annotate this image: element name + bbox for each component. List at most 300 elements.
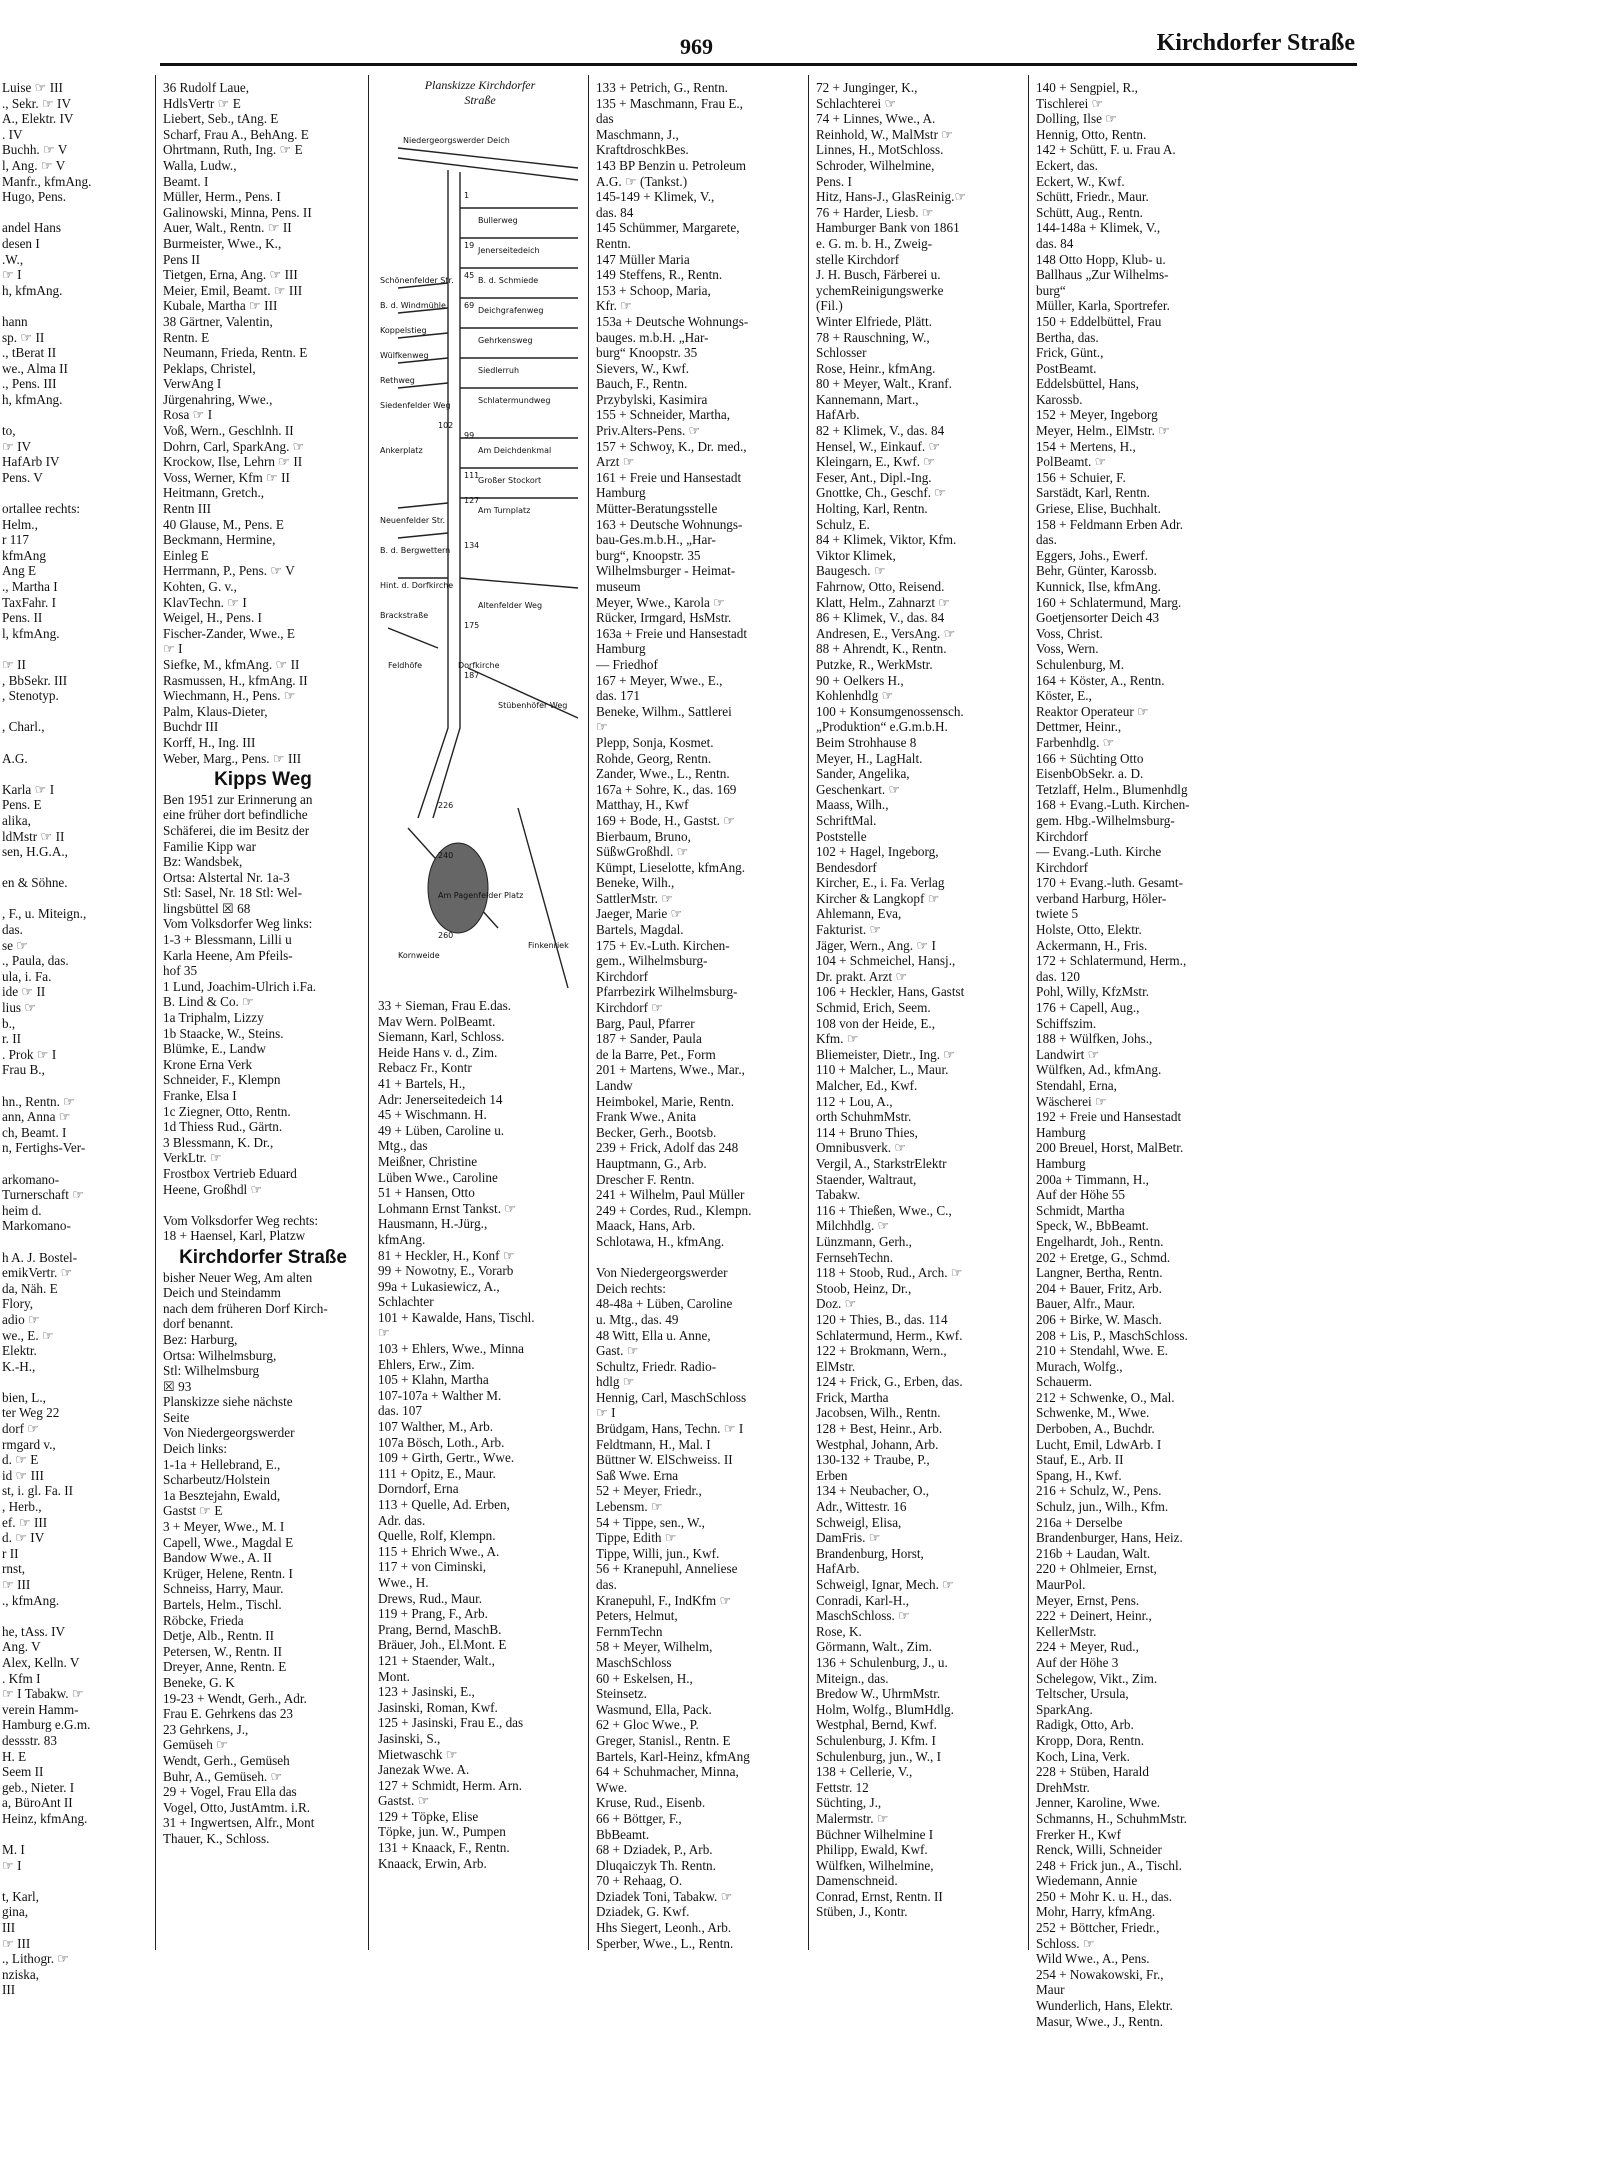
directory-entry-line: ☞ I Tabakw. ☞ bbox=[2, 1686, 84, 1702]
directory-entry-line: — Friedhof bbox=[596, 656, 658, 672]
directory-entry-line: BbBeamt. bbox=[596, 1826, 650, 1842]
directory-entry-line: Rose, K. bbox=[816, 1623, 862, 1639]
directory-entry-line: . Prok ☞ I bbox=[2, 1046, 57, 1062]
directory-entry-line: 1 Lund, Joachim-Ulrich i.Fa. bbox=[163, 978, 317, 994]
directory-entry-line: Ohrtmann, Ruth, Ing. ☞ E bbox=[163, 142, 303, 158]
directory-entry-line: III bbox=[2, 1920, 16, 1936]
directory-entry-line: Bartels, Helm., Tischl. bbox=[163, 1597, 282, 1612]
directory-entry-line: Renck, Willi, Schneider bbox=[1036, 1842, 1162, 1858]
directory-entry-line: gem., Wilhelmsburg- bbox=[596, 953, 708, 969]
directory-entry-line: Schütt, Friedr., Maur. bbox=[1036, 189, 1149, 205]
directory-entry-line: Holting, Karl, Rentn. bbox=[816, 501, 928, 517]
directory-entry-line: 76 + Harder, Liesb. ☞ bbox=[816, 204, 934, 220]
directory-entry-line: Frau B., bbox=[2, 1062, 45, 1078]
directory-entry-line: 110 + Malcher, L., Maur. bbox=[816, 1062, 949, 1078]
directory-entry-line: 18 + Haensel, Karl, Platzw bbox=[163, 1228, 306, 1244]
directory-entry-line: 206 + Birke, W. Masch. bbox=[1036, 1311, 1162, 1327]
directory-entry-line: 175 + Ev.-Luth. Kirchen- bbox=[596, 937, 730, 953]
directory-entry-line: VerkLtr. ☞ bbox=[163, 1150, 222, 1166]
directory-entry-line: Rose, Heinr., kfmAng. bbox=[816, 360, 936, 376]
directory-entry-line: das. bbox=[596, 1577, 617, 1592]
directory-entry-line: Tetzlaff, Helm., Blumenhdlg bbox=[1036, 781, 1188, 797]
directory-entry-line: burg“ Knoopstr. 35 bbox=[596, 345, 698, 361]
directory-entry-line: ElMstr. bbox=[816, 1358, 856, 1374]
directory-entry-line: Ortsa: Alstertal Nr. 1a-3 bbox=[163, 869, 290, 885]
directory-entry-line: hann bbox=[2, 313, 28, 329]
directory-entry-line: das. 120 bbox=[1036, 968, 1080, 984]
directory-entry-line: Alex, Kelln. V bbox=[2, 1654, 80, 1670]
directory-entry-line: Linnes, H., MotSchloss. bbox=[816, 142, 944, 158]
directory-entry-line: burg“, Knoopstr. 35 bbox=[596, 547, 701, 563]
directory-entry-line: Brüdgam, Hans, Techn. ☞ I bbox=[596, 1421, 744, 1437]
directory-entry-line: Görmann, Walt., Zim. bbox=[816, 1639, 932, 1655]
directory-entry-line: Bauch, F., Rentn. bbox=[596, 376, 688, 392]
directory-entry-line: 114 + Bruno Thies, bbox=[816, 1124, 918, 1140]
directory-entry-line: 111 + Opitz, E., Maur. bbox=[378, 1465, 496, 1481]
directory-entry-line: 124 + Frick, G., Erben, das. bbox=[816, 1374, 963, 1390]
map-title: Planskizze Kirchdorfer Straße bbox=[424, 78, 536, 107]
directory-entry-line: ide ☞ II bbox=[2, 984, 46, 1000]
column-left-cut bbox=[2, 80, 152, 1998]
directory-entry-line: 134 + Neubacher, O., bbox=[816, 1483, 930, 1499]
directory-entry-line: Wiechmann, H., Pens. ☞ bbox=[163, 688, 296, 704]
directory-entry-line: 252 + Böttcher, Friedr., bbox=[1036, 1920, 1160, 1936]
directory-entry-line: Jaeger, Marie ☞ bbox=[596, 906, 683, 922]
directory-entry-line: 1a Besztejahn, Ewald, bbox=[163, 1487, 281, 1503]
map-house-number: 102 bbox=[438, 421, 454, 430]
directory-entry-line: Geschenkart. ☞ bbox=[816, 781, 901, 797]
directory-entry-line: M. I bbox=[2, 1842, 25, 1858]
map-house-number: 19 bbox=[464, 241, 475, 250]
directory-entry-line: 52 + Meyer, Friedr., bbox=[596, 1483, 702, 1499]
directory-entry-line: (Fil.) bbox=[816, 298, 843, 314]
directory-entry-line: se ☞ bbox=[2, 937, 29, 953]
directory-entry-line: Meyer, H., LagHalt. bbox=[816, 750, 923, 766]
directory-entry-line: Hensel, W., Einkauf. ☞ bbox=[816, 438, 941, 454]
directory-entry-line: Bez: Harburg, bbox=[163, 1331, 238, 1347]
directory-entry-line: Tietgen, Erna, Ang. ☞ III bbox=[163, 267, 298, 283]
directory-entry-line: 241 + Wilhelm, Paul Müller bbox=[596, 1187, 745, 1203]
map-drawing bbox=[378, 108, 582, 988]
directory-entry-line: verein Hamm- bbox=[2, 1701, 79, 1717]
directory-entry-line: 216b + Laudan, Walt. bbox=[1036, 1545, 1151, 1561]
directory-entry-line: Meyer, Ernst, Pens. bbox=[1036, 1592, 1140, 1608]
directory-entry-line: Sander, Angelika, bbox=[816, 766, 910, 782]
directory-entry-line: 33 + Sieman, Frau E.das. bbox=[378, 998, 512, 1013]
directory-entry-line: Wild Wwe., A., Pens. bbox=[1036, 1951, 1150, 1967]
directory-entry-line: Schütt, Aug., Rentn. bbox=[1036, 204, 1143, 220]
directory-entry-line: Stoob, Heinz, Dr., bbox=[816, 1280, 912, 1296]
directory-entry-line: en & Söhne. bbox=[2, 875, 68, 891]
directory-entry-line: Palm, Klaus-Dieter, bbox=[163, 703, 268, 719]
directory-entry-line: 148 Otto Hopp, Klub- u. bbox=[1036, 251, 1166, 267]
directory-entry-line: 150 + Eddelbüttel, Frau bbox=[1036, 313, 1162, 329]
directory-entry-line: Dettmer, Heinr., bbox=[1036, 719, 1122, 735]
directory-entry-line: Frick, Martha bbox=[816, 1389, 889, 1405]
directory-entry-line: Stl: Wilhelmsburg bbox=[163, 1363, 260, 1379]
section-heading: Kirchdorfer Straße bbox=[179, 1246, 347, 1268]
directory-entry-line: 250 + Mohr K. u. H., das. bbox=[1036, 1888, 1173, 1904]
directory-entry-line: Sperber, Wwe., L., Rentn. bbox=[596, 1935, 734, 1951]
directory-entry-line: 254 + Nowakowski, Fr., bbox=[1036, 1966, 1164, 1982]
directory-entry-line: 88 + Ahrendt, K., Rentn. bbox=[816, 641, 947, 657]
directory-entry-line: 123 + Jasinski, E., bbox=[378, 1684, 475, 1700]
directory-entry-line: Stauf, E., Arb. II bbox=[1036, 1452, 1124, 1468]
directory-entry-line: Stendahl, Erna, bbox=[1036, 1078, 1117, 1093]
directory-entry-line: Bartels, Karl-Heinz, kfmAng bbox=[596, 1748, 750, 1764]
directory-entry-line: 154 + Mertens, H., bbox=[1036, 438, 1136, 454]
directory-entry-line: Brandenburg, Horst, bbox=[816, 1545, 924, 1561]
directory-entry-line: Turnerschaft ☞ bbox=[2, 1187, 85, 1203]
directory-entry-line: Feser, Ant., Dipl.-Ing. bbox=[816, 469, 932, 485]
directory-entry-line: ch, Beamt. I bbox=[2, 1124, 67, 1140]
map-house-number: 1 bbox=[464, 191, 470, 200]
directory-entry-line: A., Elektr. IV bbox=[2, 111, 74, 127]
directory-entry-line: , Stenotyp. bbox=[2, 688, 59, 704]
directory-entry-line: Helm., bbox=[2, 516, 38, 532]
directory-entry-line: Lucht, Emil, LdwArb. I bbox=[1036, 1436, 1162, 1452]
directory-entry-line: Griese, Elise, Buchhalt. bbox=[1036, 501, 1161, 517]
directory-entry-line: 228 + Stüben, Harald bbox=[1036, 1764, 1149, 1780]
directory-entry-line: Lebensm. ☞ bbox=[596, 1499, 663, 1515]
directory-entry-line: Przybylski, Kasimira bbox=[596, 391, 708, 407]
directory-entry-line: Kohten, G. v., bbox=[163, 579, 237, 594]
directory-entry-line: Hamburger Bank von 1861 bbox=[816, 220, 960, 236]
directory-entry-line: Wülfken, Ad., kfmAng. bbox=[1036, 1062, 1162, 1078]
directory-entry-line: 120 + Thies, B., das. 114 bbox=[816, 1311, 948, 1327]
directory-entry-line: Schlosser bbox=[816, 345, 867, 361]
directory-entry-line: Hamburg bbox=[596, 641, 646, 657]
directory-entry-line: Conrad, Ernst, Rentn. II bbox=[816, 1888, 943, 1904]
directory-entry-line: MaurPol. bbox=[1036, 1577, 1086, 1592]
directory-entry-line: Kleingarn, E., Kwf. ☞ bbox=[816, 454, 936, 470]
directory-entry-line: Steinsetz. bbox=[596, 1686, 647, 1702]
directory-entry-line: Wunderlich, Hans, Elektr. bbox=[1036, 1998, 1173, 2014]
directory-entry-line: 122 + Brokmann, Wern., bbox=[816, 1343, 947, 1359]
directory-entry-line: Poststelle bbox=[816, 828, 867, 844]
directory-entry-line: 149 Steffens, R., Rentn. bbox=[596, 267, 723, 283]
directory-entry-line: Westphal, Johann, Arb. bbox=[816, 1436, 939, 1452]
blank-margin bbox=[1375, 0, 1600, 2177]
map-house-number: 127 bbox=[464, 496, 480, 505]
directory-entry-line: ychemReinigungswerke bbox=[816, 282, 944, 298]
directory-entry-line: hn., Rentn. ☞ bbox=[2, 1093, 75, 1109]
directory-entry-line: e. G. m. b. H., Zweig- bbox=[816, 235, 933, 251]
directory-entry-line: 212 + Schwenke, O., Mal. bbox=[1036, 1389, 1175, 1405]
directory-entry-line: Kannemann, Mart., bbox=[816, 391, 919, 407]
directory-entry-line: a, BüroAnt II bbox=[2, 1795, 73, 1811]
directory-entry-line: Vogel, Otto, JustAmtm. i.R. bbox=[163, 1799, 311, 1815]
directory-entry-line: Maur bbox=[1036, 1982, 1065, 1998]
directory-entry-line: Kruse, Rud., Eisenb. bbox=[596, 1795, 706, 1811]
map-street-label: Schlatermundweg bbox=[478, 396, 551, 405]
directory-entry-line: Reinhold, W., MalMstr ☞ bbox=[816, 126, 954, 142]
directory-entry-line: 107-107a + Walther M. bbox=[378, 1387, 502, 1403]
directory-entry-line: Von Niedergeorgswerder bbox=[163, 1425, 295, 1441]
directory-entry-line: 118 + Stoob, Rud., Arch. ☞ bbox=[816, 1265, 963, 1281]
directory-entry-line: Ballhaus „Zur Wilhelms- bbox=[1036, 267, 1169, 283]
directory-entry-line: Hauptmann, G., Arb. bbox=[596, 1155, 707, 1171]
directory-entry-line: Ang E bbox=[2, 563, 37, 579]
directory-entry-line: Jacobsen, Wilh., Rentn. bbox=[816, 1405, 941, 1421]
directory-entry-line: Damenschneid. bbox=[816, 1873, 898, 1889]
directory-entry-line: Tippe, Edith ☞ bbox=[596, 1530, 677, 1546]
directory-entry-line: das. 84 bbox=[596, 204, 634, 220]
directory-entry-line: 239 + Frick, Adolf das 248 bbox=[596, 1140, 739, 1156]
directory-entry-line: Einleg E bbox=[163, 547, 209, 563]
directory-entry-line: 101 + Kawalde, Hans, Tischl. bbox=[378, 1309, 535, 1325]
directory-entry-line: Ben 1951 zur Erinnerung an bbox=[163, 791, 313, 807]
directory-entry-line: Stl: Sasel, Nr. 18 Stl: Wel- bbox=[163, 885, 303, 901]
directory-entry-line: h, kfmAng. bbox=[2, 391, 63, 407]
directory-entry-line: 125 + Jasinski, Frau E., das bbox=[378, 1715, 524, 1731]
directory-entry-line: Gastst. ☞ bbox=[378, 1793, 430, 1809]
directory-entry-line: 48-48a + Lüben, Caroline bbox=[596, 1296, 733, 1312]
directory-entry-line: Kubale, Martha ☞ III bbox=[163, 298, 278, 314]
directory-entry-line: orth SchuhmMstr. bbox=[816, 1109, 912, 1125]
directory-entry-line: Peters, Helmut, bbox=[596, 1608, 678, 1624]
directory-entry-line: id ☞ III bbox=[2, 1467, 44, 1483]
directory-entry-line: H. E bbox=[2, 1748, 27, 1764]
directory-entry-line: Schulenburg, jun., W., I bbox=[816, 1748, 942, 1764]
directory-entry-line: Wwe. bbox=[596, 1779, 628, 1795]
directory-entry-line: Schweigl, Elisa, bbox=[816, 1514, 902, 1530]
directory-entry-line: 40 Glause, M., Pens. E bbox=[163, 516, 284, 532]
directory-entry-line: Schulz, E. bbox=[816, 516, 870, 532]
directory-entry-line: Plepp, Sonja, Kosmet. bbox=[596, 734, 714, 750]
street-title: Kirchdorfer Straße bbox=[1156, 30, 1355, 56]
directory-entry-line: Rosa ☞ I bbox=[163, 407, 213, 423]
directory-entry-line: Pfarrbezirk Wilhelmsburg- bbox=[596, 984, 738, 1000]
map-house-number: 69 bbox=[464, 301, 475, 310]
directory-entry-line: Lüben Wwe., Caroline bbox=[378, 1169, 498, 1185]
directory-entry-line: 68 + Dziadek, P., Arb. bbox=[596, 1842, 713, 1858]
directory-entry-line: 62 + Gloc Wwe., P. bbox=[596, 1717, 699, 1733]
directory-entry-line: Landw bbox=[596, 1078, 633, 1093]
directory-entry-line: 23 Gehrkens, J., bbox=[163, 1721, 249, 1737]
directory-entry-line: 1-1a + Hellebrand, E., bbox=[163, 1456, 281, 1472]
map-street-label: B. d. Bergwettern bbox=[380, 546, 451, 555]
directory-entry-line: Greger, Stanisl., Rentn. E bbox=[596, 1732, 731, 1748]
directory-entry-line: ☞ I bbox=[2, 267, 22, 283]
directory-entry-line: Rebacz Fr., Kontr bbox=[378, 1060, 472, 1076]
directory-entry-line: Eggers, Johs., Ewerf. bbox=[1036, 547, 1149, 563]
directory-entry-line: Kfm. ☞ bbox=[816, 1031, 859, 1047]
directory-entry-line: 158 + Feldmann Erben Adr. bbox=[1036, 516, 1183, 532]
directory-entry-line: Karla ☞ I bbox=[2, 781, 55, 797]
directory-entry-line: FernsehTechn. bbox=[816, 1249, 894, 1265]
map-street-label: Siedenfelder Weg bbox=[380, 401, 451, 410]
directory-entry-line: Beckmann, Hermine, bbox=[163, 532, 276, 548]
directory-entry-line: Stüben, J., Kontr. bbox=[816, 1904, 908, 1920]
directory-entry-line: Dorndorf, Erna bbox=[378, 1481, 459, 1497]
directory-entry-line: verband Harburg, Höler- bbox=[1036, 890, 1167, 906]
directory-entry-line: Wiedemann, Annie bbox=[1036, 1873, 1138, 1889]
directory-entry-line: Krockow, Ilse, Lehrn ☞ II bbox=[163, 454, 303, 470]
directory-entry-line: Schulenburg, J. Kfm. I bbox=[816, 1732, 936, 1748]
directory-entry-line: gina, bbox=[2, 1904, 29, 1920]
directory-entry-line: EisenbObSekr. a. D. bbox=[1036, 766, 1144, 782]
directory-entry-line: ., tBerat II bbox=[2, 345, 57, 361]
directory-entry-line: Vergil, A., StarkstrElektr bbox=[816, 1155, 947, 1171]
directory-entry-line: Detje, Alb., Rentn. II bbox=[163, 1628, 274, 1644]
map-street-label: Finkenriek bbox=[528, 941, 569, 950]
map-house-number: 226 bbox=[438, 801, 454, 810]
directory-entry-line: Drescher F. Rentn. bbox=[596, 1171, 695, 1187]
directory-entry-line bbox=[2, 860, 152, 876]
directory-entry-line: Rentn. bbox=[596, 235, 631, 251]
directory-entry-line: Milchhdlg. ☞ bbox=[816, 1218, 890, 1234]
directory-entry-line: Tischlerei ☞ bbox=[1036, 95, 1104, 111]
directory-entry-line: Hhs Siegert, Leonh., Arb. bbox=[596, 1920, 732, 1936]
directory-entry-line: Tippe, Willi, jun., Kwf. bbox=[596, 1545, 720, 1561]
directory-entry-line: 188 + Wülfken, Johs., bbox=[1036, 1031, 1153, 1047]
page-number: 969 bbox=[680, 34, 713, 59]
directory-entry-line: ., Sekr. ☞ IV bbox=[2, 95, 71, 111]
directory-entry-line: Fischer-Zander, Wwe., E bbox=[163, 625, 295, 641]
directory-entry-line: Neumann, Frieda, Rentn. E bbox=[163, 345, 308, 361]
directory-entry-line: Schmid, Erich, Seem. bbox=[816, 1000, 931, 1016]
directory-entry-line: Quelle, Rolf, Klempn. bbox=[378, 1528, 496, 1544]
directory-entry-line: 200a + Timmann, H., bbox=[1036, 1171, 1149, 1187]
directory-entry-line: 1-3 + Blessmann, Lilli u bbox=[163, 932, 292, 948]
directory-entry-line: 104 + Schmeichel, Hansj., bbox=[816, 953, 956, 969]
map-street-label: Feldhöfe bbox=[388, 661, 423, 670]
directory-entry-line: 48 Witt, Ella u. Anne, bbox=[596, 1327, 711, 1343]
directory-entry-line: Büchner Wilhelmine I bbox=[816, 1826, 934, 1842]
directory-entry-line: Thauer, K., Schloss. bbox=[163, 1830, 270, 1846]
map-street-label: Stübenhöfer Weg bbox=[498, 701, 568, 710]
directory-entry-line bbox=[163, 1197, 363, 1213]
directory-entry-line: . Kfm I bbox=[2, 1670, 41, 1686]
directory-entry-line: SchriftMal. bbox=[816, 812, 877, 828]
directory-entry-line: 169 + Bode, H., Gastst. ☞ bbox=[596, 812, 736, 828]
map-street-label: Altenfelder Weg bbox=[478, 601, 543, 610]
directory-entry-line: DrehMstr. bbox=[1036, 1779, 1090, 1795]
map-house-number: 187 bbox=[464, 671, 480, 680]
directory-entry-line bbox=[2, 704, 152, 720]
directory-entry-line: 155 + Schneider, Martha, bbox=[596, 407, 730, 423]
directory-entry-line: 208 + Lis, P., MaschSchloss. bbox=[1036, 1327, 1188, 1343]
directory-entry-line: 136 + Schulenburg, J., u. bbox=[816, 1654, 948, 1670]
directory-entry-line: Hamburg bbox=[1036, 1155, 1086, 1171]
directory-entry-line: 163 + Deutsche Wohnungs- bbox=[596, 516, 743, 532]
directory-entry-line: Dziadek Toni, Tabakw. ☞ bbox=[596, 1888, 733, 1904]
map-house-number: 45 bbox=[464, 271, 475, 280]
directory-entry-line: Goetjensorter Deich 43 bbox=[1036, 610, 1160, 626]
directory-entry-line: .W., bbox=[2, 251, 24, 267]
directory-entry-line bbox=[2, 1827, 152, 1843]
directory-entry-line bbox=[2, 1078, 152, 1094]
directory-entry-line: 36 Rudolf Laue, bbox=[163, 80, 250, 95]
directory-entry-line: 90 + Oelkers H., bbox=[816, 672, 904, 688]
directory-entry-line: Kranepuhl, F., IndKfm ☞ bbox=[596, 1592, 732, 1608]
directory-entry-line: das. 84 bbox=[1036, 235, 1074, 251]
column-divider bbox=[808, 75, 809, 1950]
directory-entry-line: 142 + Schütt, F. u. Frau A. bbox=[1036, 142, 1176, 158]
directory-entry-line: Meißner, Christine bbox=[378, 1153, 478, 1169]
directory-entry-line: 157 + Schwoy, K., Dr. med., bbox=[596, 438, 747, 454]
directory-entry-line: Conradi, Karl-H., bbox=[816, 1592, 910, 1608]
directory-entry-line: Wendt, Gerh., Gemüseh bbox=[163, 1752, 290, 1768]
directory-entry-line: Seite bbox=[163, 1409, 190, 1425]
directory-entry-line: ortallee rechts: bbox=[2, 501, 80, 517]
directory-entry-line: kfmAng. bbox=[378, 1231, 426, 1247]
directory-entry-line: Büttner W. ElSchweiss. II bbox=[596, 1452, 733, 1468]
directory-entry-line: ef. ☞ III bbox=[2, 1514, 48, 1530]
directory-entry-line: ter Weg 22 bbox=[2, 1405, 60, 1421]
directory-entry-line: Luise ☞ III bbox=[2, 80, 63, 95]
directory-entry-line: we., E. ☞ bbox=[2, 1327, 54, 1343]
directory-entry-line: Voss, Werner, Kfm ☞ II bbox=[163, 469, 290, 485]
directory-entry-line: Bandow Wwe., A. II bbox=[163, 1550, 272, 1566]
directory-entry-line: 249 + Cordes, Rud., Klempn. bbox=[596, 1202, 752, 1218]
directory-entry-line: ☞ II bbox=[2, 656, 26, 672]
directory-entry-line: l, kfmAng. bbox=[2, 625, 60, 641]
directory-entry-line: Hausmann, H.-Jürg., bbox=[378, 1216, 488, 1232]
directory-entry-line: Schneiss, Harry, Maur. bbox=[163, 1581, 284, 1597]
directory-entry-line: ldMstr ☞ II bbox=[2, 828, 65, 844]
directory-entry-line: Schloss. ☞ bbox=[1036, 1935, 1095, 1951]
directory-entry-line: andel Hans bbox=[2, 220, 61, 236]
directory-entry-line: 201 + Martens, Wwe., Mar., bbox=[596, 1062, 745, 1078]
directory-entry-line: 3 Blessmann, K. Dr., bbox=[163, 1134, 274, 1150]
directory-entry-line: , BbSekr. III bbox=[2, 672, 68, 688]
directory-entry-line: Masur, Wwe., J., Rentn. bbox=[1036, 2013, 1164, 2029]
directory-entry-line: 153 + Schoop, Maria, bbox=[596, 282, 711, 298]
directory-entry-line: ula, i. Fa. bbox=[2, 968, 52, 984]
directory-entry-line: Miteign., das. bbox=[816, 1670, 889, 1686]
directory-entry-line: lingsbüttel ☒ 68 bbox=[163, 900, 251, 916]
directory-entry-line: Meyer, Wwe., Karola ☞ bbox=[596, 594, 725, 610]
directory-entry-line: Buhr, A., Gemüseh. ☞ bbox=[163, 1768, 283, 1784]
directory-entry-line: 121 + Staender, Walt., bbox=[378, 1652, 495, 1668]
directory-entry-line: Westphal, Bernd, Kwf. bbox=[816, 1717, 937, 1733]
directory-entry-line: Koch, Lina, Verk. bbox=[1036, 1748, 1130, 1764]
directory-entry-line: Omnibusverk. ☞ bbox=[816, 1140, 907, 1156]
directory-entry-line: 109 + Girth, Gertr., Wwe. bbox=[378, 1450, 515, 1466]
directory-entry-line: 200 Breuel, Horst, MalBetr. bbox=[1036, 1140, 1184, 1156]
directory-entry-line: Feldtmann, H., Mal. I bbox=[596, 1436, 711, 1452]
directory-entry-line: emikVertr. ☞ bbox=[2, 1265, 73, 1281]
directory-entry-line: Krüger, Helene, Rentn. I bbox=[163, 1565, 293, 1581]
directory-entry-line: Beamt. I bbox=[163, 173, 209, 189]
map-street-label: Niedergeorgswerder Deich bbox=[403, 136, 510, 145]
directory-entry-line bbox=[2, 641, 152, 657]
directory-entry-line: 168 + Evang.-Luth. Kirchen- bbox=[1036, 797, 1190, 813]
directory-entry-line: 119 + Prang, F., Arb. bbox=[378, 1606, 488, 1622]
directory-entry-line: Mütter-Beratungsstelle bbox=[596, 501, 718, 517]
directory-entry-line bbox=[2, 298, 152, 314]
directory-entry-line: geb., Nieter. I bbox=[2, 1779, 75, 1795]
directory-entry-line: ☞ I bbox=[2, 1857, 22, 1873]
directory-entry-line bbox=[2, 1608, 152, 1624]
directory-entry-line: Malcher, Ed., Kwf. bbox=[816, 1078, 918, 1093]
directory-entry-line: 161 + Freie und Hansestadt bbox=[596, 469, 742, 485]
directory-entry-line: 1d Thiess Rud., Gärtn. bbox=[163, 1119, 283, 1135]
directory-entry-line: Winter Elfriede, Plätt. bbox=[816, 313, 932, 329]
directory-entry-line: ☞ I bbox=[596, 1405, 616, 1421]
directory-entry-line: h, kfmAng. bbox=[2, 282, 63, 298]
directory-entry-line: A.G. bbox=[2, 750, 28, 766]
directory-entry-line: r II bbox=[2, 1545, 19, 1561]
directory-entry-line: bisher Neuer Weg, Am alten bbox=[163, 1269, 313, 1285]
directory-entry-line: Kirchdorf bbox=[1036, 859, 1088, 875]
directory-entry-line: Wülfken, Wilhelmine, bbox=[816, 1857, 934, 1873]
map-street-label: Großer Stockort bbox=[478, 476, 542, 485]
directory-entry-line: 163a + Freie und Hansestadt bbox=[596, 625, 747, 641]
directory-entry-line: eine früher dort befindliche bbox=[163, 807, 308, 823]
